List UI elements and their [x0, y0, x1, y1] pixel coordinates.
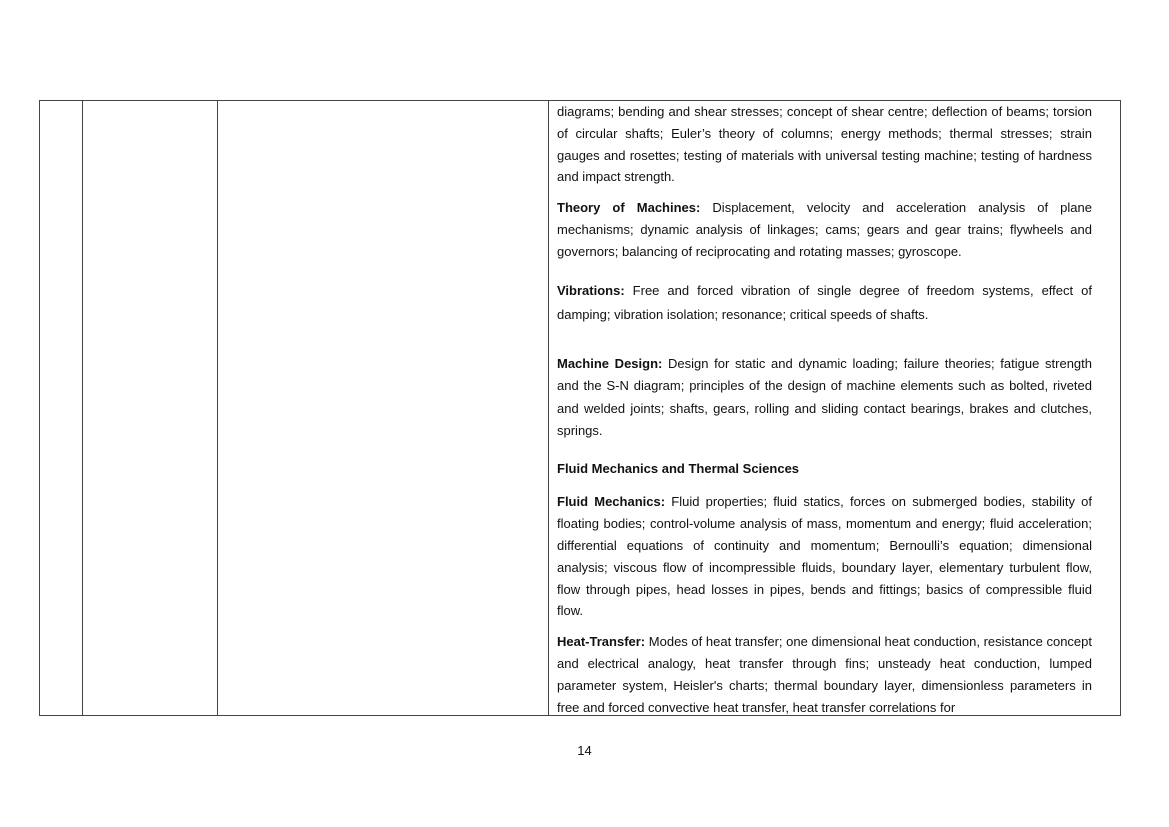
fluid-mechanics-text: Fluid properties; fluid statics, forces on submerged bodies, stability of floating bodies; control-volume analysis of mass, momentum and energy; fluid acceleration; differential equations of continuity and momentum; Bernoulli’s equation; dimensional analysis; viscous flow of incompressible fluids, boundary layer, elementary turbulent flow, flow through pipes, head losses in pipes, bends and fittings; basics of compressible fluid flow.	[557, 494, 1092, 619]
machine-design-text: Design for static and dynamic loading; failure theories; fatigue strength and the S-N diagram; principles of the design of machine elements such as bolted, riveted and welded joints; shafts, gears, rolling and sliding contact bearings, brakes and clutches, springs.	[557, 355, 1092, 439]
fluid-mechanics-title: Fluid Mechanics:	[557, 494, 666, 510]
syllabus-table	[39, 100, 1121, 716]
theory-of-machines-paragraph	[557, 197, 1092, 262]
column-divider	[548, 101, 549, 715]
heat-transfer-text: Modes of heat transfer; one dimensional heat conduction, resistance concept and electrical analogy, heat transfer through fins; unsteady heat conduction, lumped parameter system, Heisler's charts; thermal boundary layer, dimensionless parameters in free and forced convective heat transfer, heat transfer correlations for	[557, 634, 1092, 715]
vibrations-paragraph	[557, 279, 1092, 327]
theory-of-machines-text: Displacement, velocity and acceleration analysis of plane mechanisms; dynamic analysis of linkages; cams; gears and gear trains; flywheels and governors; balancing of reciprocating and rotating masses; gyroscope.	[557, 200, 1092, 259]
fluid-mechanics-paragraph	[557, 491, 1092, 622]
machine-design-paragraph	[557, 353, 1092, 443]
vibrations-text: Free and forced vibration of single degree of freedom systems, effect of damping; vibration isolation; resonance; critical speeds of shafts.	[557, 282, 1092, 322]
heat-transfer-title: Heat-Transfer:	[557, 634, 646, 650]
column-divider	[217, 101, 218, 715]
page-number: 14	[577, 743, 592, 758]
section-heading: Fluid Mechanics and Thermal Sciences	[557, 460, 800, 476]
continuation-paragraph: diagrams; bending and shear stresses; concept of shear centre; deflection of beams; torsion of circular shafts; Euler’s theory of columns; energy methods; thermal stresses; strain gauges and rosettes; testing of materials with universal testing machine; testing of hardness and impact strength.	[557, 104, 1092, 185]
syllabus-content-cell	[557, 101, 1092, 718]
theory-of-machines-title: Theory of Machines:	[557, 200, 701, 216]
column-divider	[82, 101, 83, 715]
heat-transfer-paragraph	[557, 631, 1092, 718]
vibrations-title: Vibrations:	[557, 282, 625, 298]
machine-design-title: Machine Design:	[557, 355, 663, 371]
